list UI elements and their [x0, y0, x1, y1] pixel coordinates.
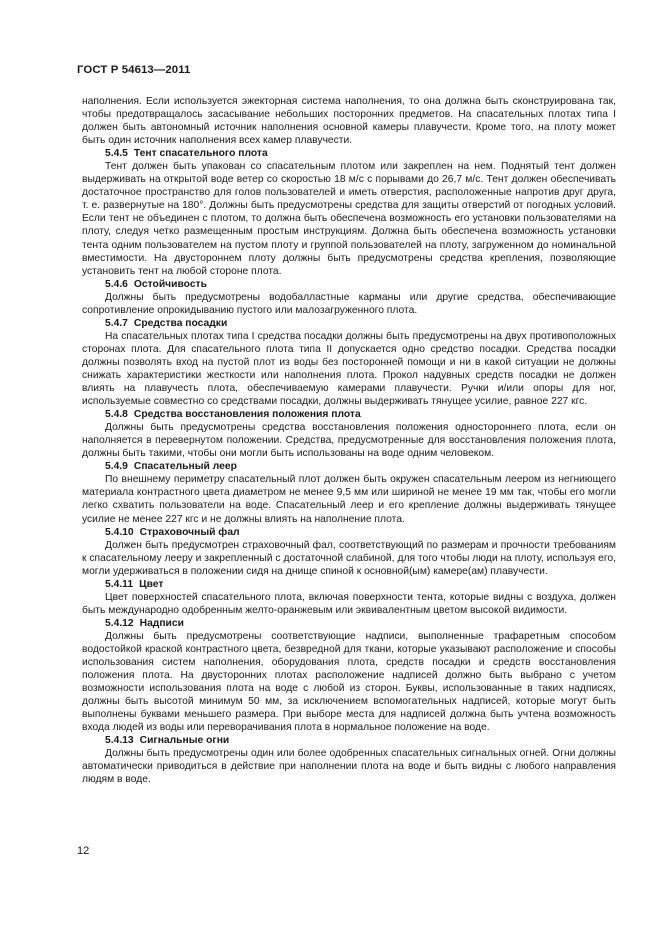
section-heading: [82, 317, 616, 330]
section-title: Страховочный фал: [139, 526, 240, 538]
page-number: 12: [77, 845, 90, 857]
document-header: ГОСТ Р 54613—2011: [77, 64, 191, 76]
section-paragraph: Должны быть предусмотрены соответствующие надписи, выполненные трафаретным способом водостойкой краской контрастного цвета, безвредной для ткани, которые указывают расположение и способы использования систем наполнения, оборудования плота, средств посадки и средств восстановления положения плота. На двусторонних плотах расположение надписей должно быть выбрано с учетом возможности использования плота на воде с любой из сторон. Буквы, использованные в таких надписях, должны быть высотой минимум 50 мм, за исключением вспомогательных надписей, которые могут быть выполнены буквами меньшего размера. При выборе места для надписей должна быть учтена возможность входа людей из воды или переворачивания плота в нормальное положение на воде.: [82, 630, 616, 734]
section-title: Средства посадки: [133, 317, 228, 329]
section-title: Сигнальные огни: [139, 735, 230, 747]
section-paragraph: Цвет поверхностей спасательного плота, включая поверхности тента, которые видны с воздуха, должен быть международно одобренным желто-оранжевым или эквивалентным цветом высокой видимости.: [82, 591, 616, 616]
section-paragraph: На спасательных плотах типа I средства посадки должны быть предусмотрены на двух противоположных сторонах плота. Для спасательного плота типа II допускается одно средство посадки. Средства посадки должны позволять вход на пустой плот из воды без посторонней помощи и ни в какой ситуации не должны снижать характеристики жесткости или наполнения плота. Прокол надувных средств посадки не должен влиять на плавучесть плота, обеспечиваемую камерами плавучести. Ручки и/или опоры для ног, используемые совместно со средствами посадки, должны выдерживать тянущее усилие, равное 227 кгс.: [82, 330, 616, 408]
section-number: 5.4.7: [105, 317, 128, 329]
section-heading: [82, 617, 616, 630]
section-heading: [82, 147, 616, 160]
section-number: 5.4.10: [105, 526, 134, 538]
intro-paragraph: наполнения. Если используется эжекторная система наполнения, то она должна быть сконструирована так, чтобы предотвращалось засасывание небольших посторонних предметов. На спасательных плотах типа I должен быть автономный источник наполнения основной камеры плавучести. Кроме того, на плоту может быть один источник наполнения всех камер плавучести.: [82, 96, 616, 147]
section-paragraph: Должны быть предусмотрены один или более одобренных спасательных сигнальных огней. Огни должны автоматически приводиться в действие при наполнении плота на воде и быть видны с любого направления людям в воде.: [82, 748, 616, 786]
section-title: Надписи: [139, 617, 184, 629]
section-title: Тент спасательного плота: [133, 148, 268, 160]
section-paragraph: По внешнему периметру спасательный плот должен быть окружен спасательным леером из негниющего материала контрастного цвета диаметром не менее 9,5 мм или шириной не менее 19 мм так, чтобы его могли легко схватить пользователи на воде. Спасательный леер и его крепление должны выдерживать тянущее усилие не менее 227 кгс и не должны влиять на наполнение плота.: [82, 474, 616, 525]
section-heading: [82, 408, 616, 421]
section-paragraph: Тент должен быть упакован со спасательным плотом или закреплен на нем. Поднятый тент должен выдерживать на открытой воде ветер со скоростью 18 м/с с порывами до 26,7 м/с. Тент должен обеспечивать достаточное пространство для голов пользователей и иметь отверстия, расположенные напротив друг друга, т. е. развернутые на 180°. Должны быть предусмотрены средства для защиты отверстий от погодных условий. Если тент не объединен с плотом, то должна быть обеспечена возможность его установки пользователями на плоту, следуя четко размещенным простым инструкциям. Должна быть обеспечена возможность установки тента одним пользователем на пустом плоту и группой пользователей на плоту, загруженном до номинальной вместимости. На двустороннем плоту должны быть предусмотрены средства крепления, позволяющие установить тент на любой стороне плота.: [82, 161, 616, 277]
section-number: 5.4.5: [105, 148, 128, 160]
section-title: Остойчивость: [133, 278, 207, 290]
section-title: Спасательный леер: [133, 461, 237, 473]
document-body: [82, 95, 616, 786]
section-heading: [82, 526, 616, 539]
section-paragraph: Должны быть предусмотрены средства восстановления положения одностороннего плота, если он наполняется в перевернутом положении. Средства, предусмотренные для восстановления положения плота, должны быть такими, чтобы они могли быть использованы на воде одним человеком.: [82, 422, 616, 460]
section-title: Средства восстановления положения плота: [133, 409, 361, 421]
section-number: 5.4.6: [105, 278, 128, 290]
section-paragraph: Должны быть предусмотрены водобалластные карманы или другие средства, обеспечивающие сопротивление опрокидыванию пустого или малозагруженного плота.: [82, 291, 616, 316]
section-heading: [82, 278, 616, 291]
section-paragraph: Должен быть предусмотрен страховочный фал, соответствующий по размерам и прочности требованиям к спасательному лееру и закрепленный с достаточной слабиной, для того чтобы люди на плоту, используя его, могли удерживаться в положении сидя на днище спиной к основной(ым) камере(ам) плавучести.: [82, 539, 616, 577]
section-number: 5.4.13: [105, 735, 134, 747]
section-heading: [82, 460, 616, 473]
section-number: 5.4.11: [105, 578, 134, 590]
section-number: 5.4.9: [105, 461, 128, 473]
section-heading: [82, 734, 616, 747]
section-number: 5.4.8: [105, 409, 128, 421]
section-heading: [82, 578, 616, 591]
section-title: Цвет: [139, 578, 164, 590]
section-number: 5.4.12: [105, 617, 134, 629]
